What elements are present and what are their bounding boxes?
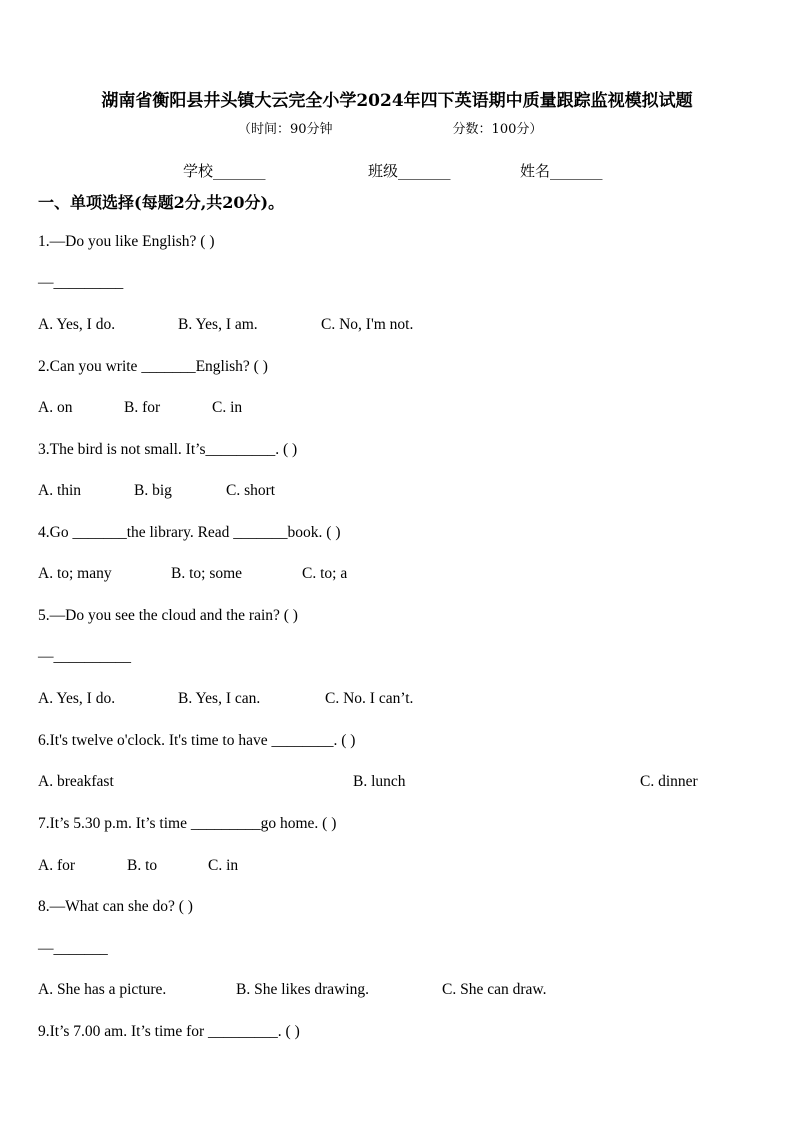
option-b: B. She likes drawing. xyxy=(236,981,370,998)
option-c: C. She can draw. xyxy=(442,981,547,998)
school-field: 学校_______ xyxy=(183,162,266,180)
page-title: 湖南省衡阳县井头镇大云完全小学2024年四下英语期中质量跟踪监视模拟试题 xyxy=(101,91,693,111)
question-stem: 3.The bird is not small. It’s_________. ( ) xyxy=(38,441,298,458)
exam-time: （时间：90分钟 xyxy=(238,122,333,137)
class-field: 班级_______ xyxy=(368,162,451,180)
option-c: C. to; a xyxy=(302,565,348,582)
option-c: C. No. I can’t. xyxy=(325,690,414,707)
option-b: B. to; some xyxy=(171,565,243,582)
option-a: A. on xyxy=(38,399,73,416)
question-stem: 2.Can you write _______English? ( ) xyxy=(38,358,268,375)
name-field: 姓名_______ xyxy=(520,162,603,180)
exam-score: 分数：100分） xyxy=(452,122,543,137)
option-a: A. Yes, I do. xyxy=(38,316,116,333)
option-c: C. No, I'm not. xyxy=(321,316,414,333)
option-b: B. Yes, I can. xyxy=(178,690,261,707)
option-b: B. lunch xyxy=(353,773,406,790)
option-a: A. for xyxy=(38,857,76,874)
option-a: A. Yes, I do. xyxy=(38,690,116,707)
answer-line: —__________ xyxy=(38,648,131,665)
option-b: B. big xyxy=(134,482,172,499)
section-heading: 一、单项选择(每题2分,共20分)。 xyxy=(38,193,285,212)
answer-line: —_______ xyxy=(38,940,108,957)
option-c: C. in xyxy=(208,857,239,874)
option-b: B. for xyxy=(124,399,161,416)
option-a: A. to; many xyxy=(38,565,112,582)
option-b: B. to xyxy=(127,857,158,874)
option-c: C. in xyxy=(212,399,243,416)
option-a: A. breakfast xyxy=(38,773,114,790)
option-c: C. dinner xyxy=(640,773,698,790)
option-a: A. She has a picture. xyxy=(38,981,167,998)
option-b: B. Yes, I am. xyxy=(178,316,258,333)
question-stem: 7.It’s 5.30 p.m. It’s time _________go home. ( ) xyxy=(38,815,337,832)
answer-line: —_________ xyxy=(38,274,124,291)
question-stem: 6.It's twelve o'clock. It's time to have ________. ( ) xyxy=(38,732,356,749)
question-stem: 8.—What can she do? ( ) xyxy=(38,898,193,915)
question-stem: 4.Go _______the library. Read _______book. ( ) xyxy=(38,524,341,541)
option-a: A. thin xyxy=(38,482,82,499)
option-c: C. short xyxy=(226,482,276,499)
question-stem: 1.—Do you like English? ( ) xyxy=(38,233,215,250)
question-stem: 9.It’s 7.00 am. It’s time for _________. ( ) xyxy=(38,1023,300,1040)
question-stem: 5.—Do you see the cloud and the rain? ( ) xyxy=(38,607,298,624)
exam-meta xyxy=(238,118,542,137)
